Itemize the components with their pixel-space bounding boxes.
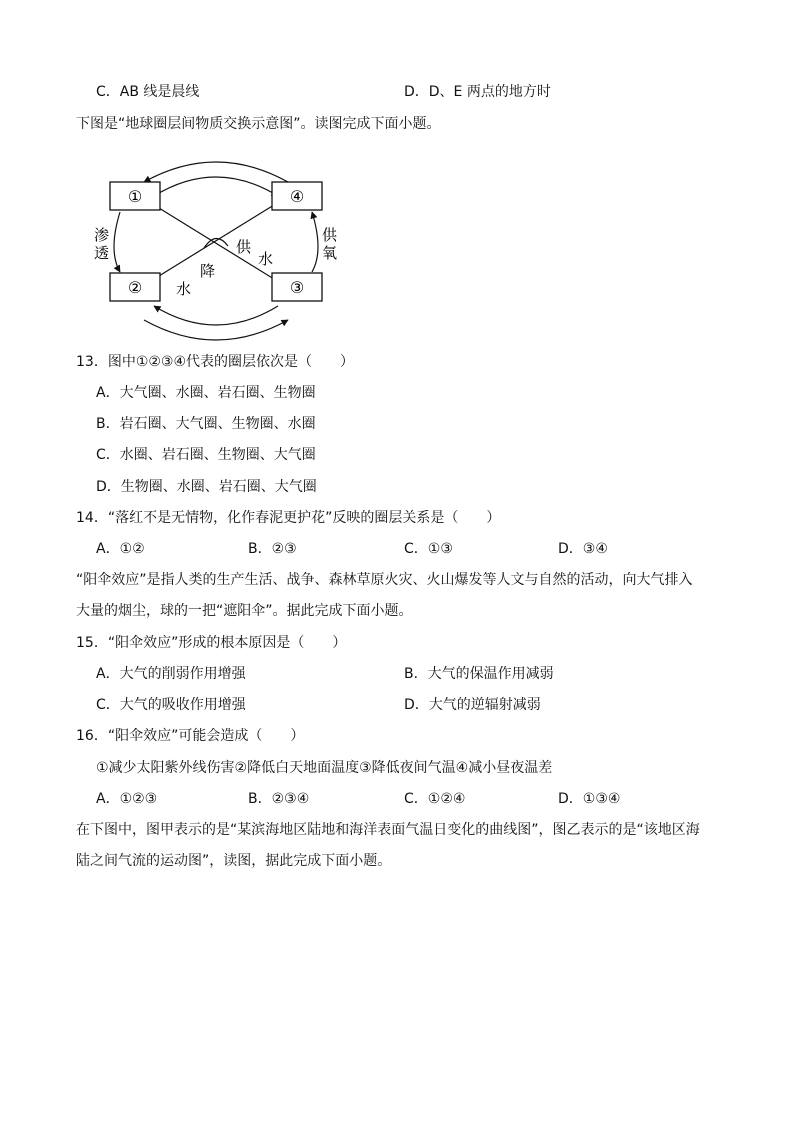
q14-stem: 14．“落红不是无情物，化作春泥更护花”反映的圈层关系是（ ） [76,510,501,526]
q15-option-c: C．大气的吸收作用增强 [96,697,246,713]
right-arc [312,212,318,272]
q14-option-c: C．①③ [404,541,453,557]
q15-stem: 15．“阳伞效应”形成的根本原因是（ ） [76,635,347,651]
q13-option-d: D．生物圈、水圈、岩石圈、大气圈 [96,479,317,495]
q16-items: ①减少太阳紫外线伤害②降低白天地面温度③降低夜间气温④减小昼夜温差 [96,760,553,776]
sphere-exchange-diagram [96,160,336,350]
outer-arc-bottom [144,320,288,340]
q16-option-b: B．②③④ [248,791,310,807]
box-3-label: ③ [289,278,305,297]
q13-stem: 13．图中①②③④代表的圈层依次是（ ） [76,354,355,370]
inner-arc-top [154,177,278,196]
right-label-gong: 供 [322,226,338,244]
q14-option-b: B．②③ [248,541,297,557]
box-1-label: ① [127,187,143,206]
inner-arc-bottom [154,306,278,325]
q13-option-a: A．大气圈、水圈、岩石圈、生物圈 [96,385,316,401]
left-label-tou: 透 [94,244,110,262]
outer-arc-top [144,162,288,182]
q16-option-a: A．①②③ [96,791,158,807]
intro-text-17-line1: 在下图中，图甲表示的是“某滨海地区陆地和海洋表面气温日变化的曲线图”，图乙表示的是“该地区海 [76,822,700,838]
center-label-shui-right: 水 [258,250,274,268]
intro-text-15-line1: “阳伞效应”是指人类的生产生活、战争、森林草原火灾、火山爆发等人文与自然的活动，向大气排入 [76,572,693,588]
prev-option-d: D．D、E 两点的地方时 [404,84,551,100]
intro-text-17-line2: 陆之间气流的运动图”，读图，据此完成下面小题。 [76,853,392,869]
right-label-yang: 氧 [322,244,338,262]
left-label-shen: 渗 [94,226,110,244]
prev-option-c: C．AB 线是晨线 [96,84,200,100]
center-label-jiang: 降 [200,262,216,280]
q15-option-a: A．大气的削弱作用增强 [96,666,246,682]
q16-option-c: C．①②④ [404,791,466,807]
q16-stem: 16．“阳伞效应”可能会造成（ ） [76,728,305,744]
q14-option-d: D．③④ [558,541,608,557]
box-2-label: ② [127,278,143,297]
intro-text-13: 下图是“地球圈层间物质交换示意图”。读图完成下面小题。 [76,116,441,132]
q16-option-d: D．①③④ [558,791,621,807]
center-label-gong: 供 [236,238,252,256]
q15-option-d: D．大气的逆辐射减弱 [404,697,541,713]
q15-option-b: B．大气的保温作用减弱 [404,666,554,682]
box-4-label: ④ [289,187,305,206]
q13-option-b: B．岩石圈、大气圈、生物圈、水圈 [96,416,316,432]
intro-text-15-line2: 大量的烟尘，球的一把“遮阳伞”。据此完成下面小题。 [76,603,413,619]
left-arc [114,212,120,272]
q14-option-a: A．①② [96,541,145,557]
center-label-shui-left: 水 [176,280,192,298]
q13-option-c: C．水圈、岩石圈、生物圈、大气圈 [96,447,316,463]
